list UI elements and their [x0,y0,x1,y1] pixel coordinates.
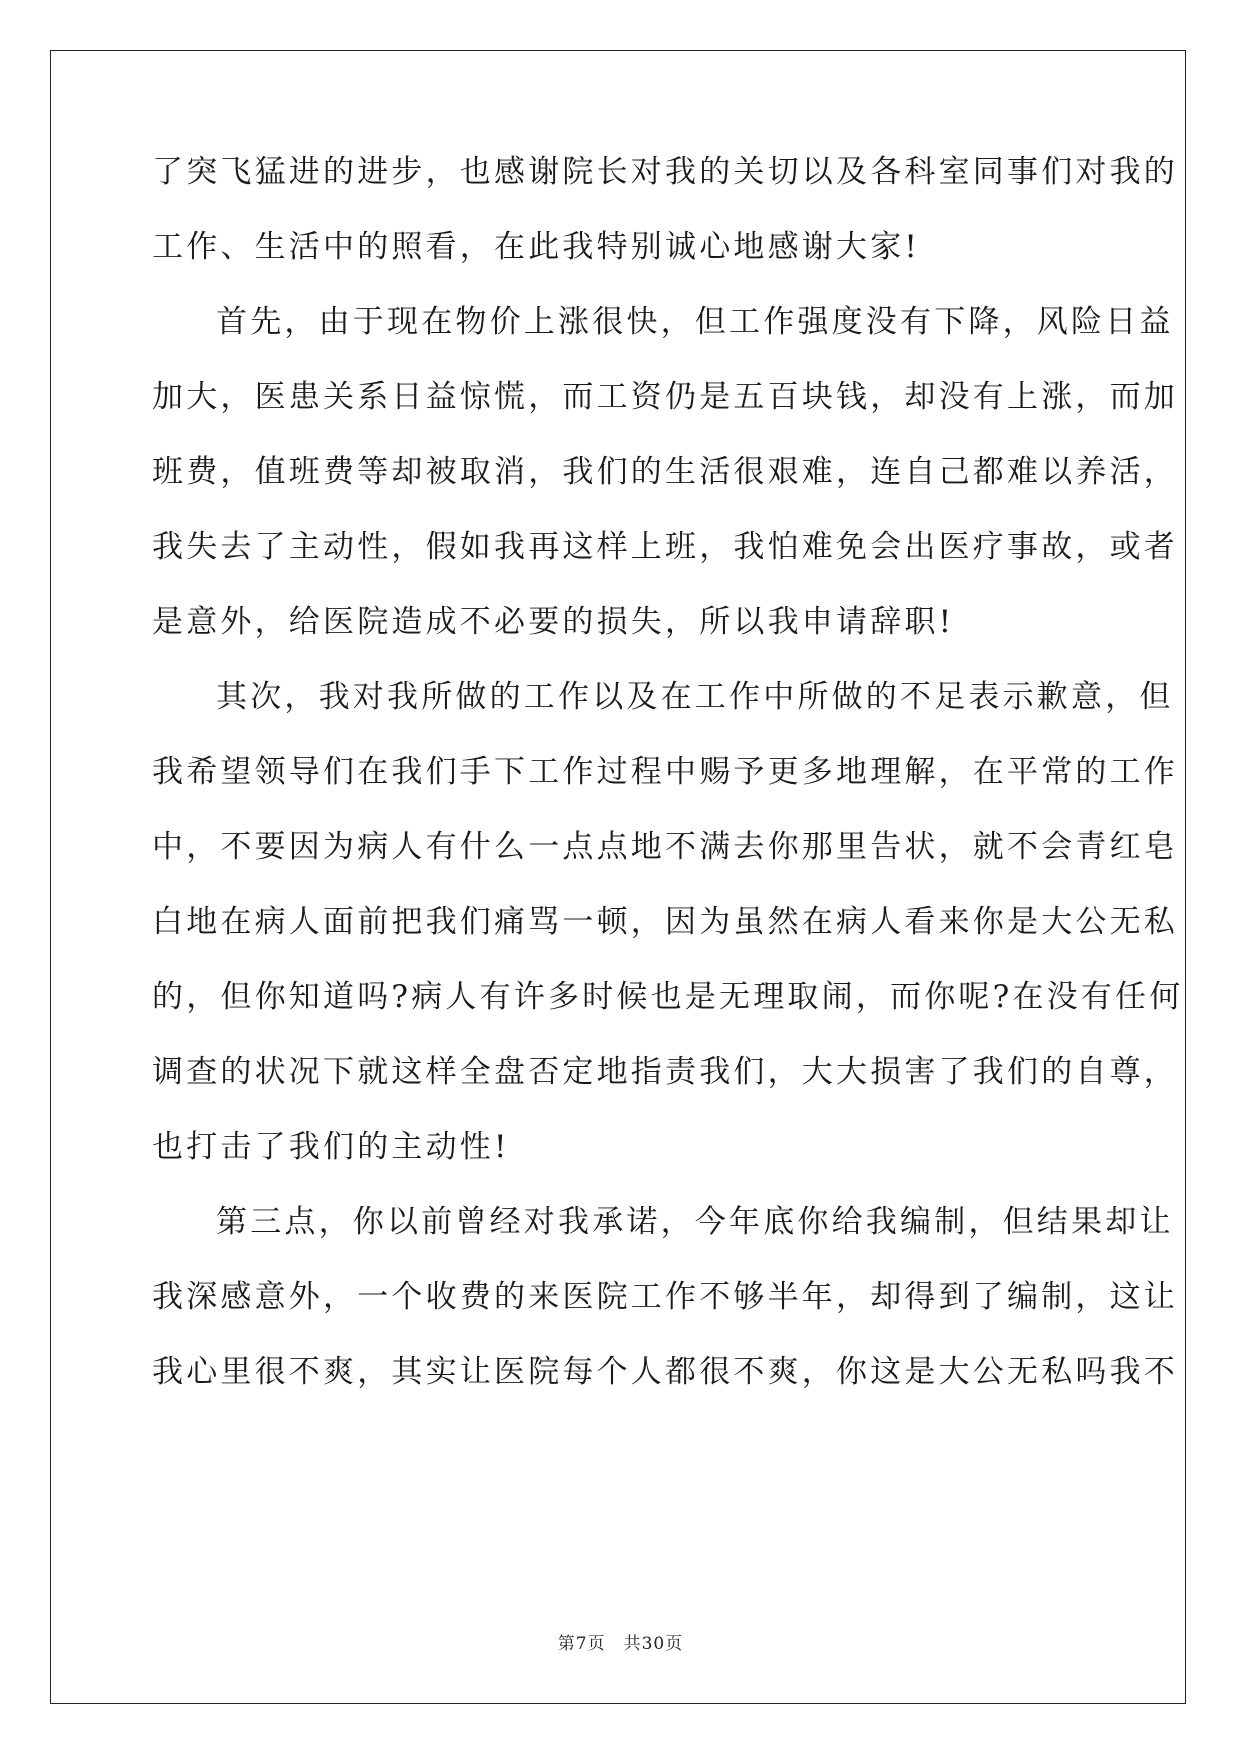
paragraph-start-line: 第三点，你以前曾经对我承诺，今年底你给我编制，但结果却让 [216,1204,1174,1240]
text-line: 调查的状况下就这样全盘否定地指责我们，大大损害了我们的自尊， [152,1054,1178,1090]
page-border [50,50,1186,1704]
text-line: 加大，医患关系日益惊慌，而工资仍是五百块钱，却没有上涨，而加 [152,379,1178,415]
text-line: 班费，值班费等却被取消，我们的生活很艰难，连自己都难以养活， [152,454,1178,490]
text-line: 我希望领导们在我们手下工作过程中赐予更多地理解，在平常的工作 [152,754,1178,790]
text-line: 白地在病人面前把我们痛骂一顿，因为虽然在病人看来你是大公无私 [152,904,1178,940]
text-line: 我失去了主动性，假如我再这样上班，我怕难免会出医疗事故，或者 [152,529,1178,565]
page-number-footer: 第7页 共30页 [557,1634,684,1654]
paragraph-start-line: 其次，我对我所做的工作以及在工作中所做的不足表示歉意，但 [216,679,1174,715]
text-line: 我深感意外，一个收费的来医院工作不够半年，却得到了编制，这让 [152,1279,1178,1315]
text-line: 中，不要因为病人有什么一点点地不满去你那里告状，就不会青红皂 [152,829,1178,865]
text-line: 了突飞猛进的进步，也感谢院长对我的关切以及各科室同事们对我的 [152,154,1178,190]
text-line: 的，但你知道吗?病人有许多时候也是无理取闹，而你呢?在没有任何 [152,979,1184,1015]
paragraph-start-line: 首先，由于现在物价上涨很快，但工作强度没有下降，风险日益 [216,304,1174,340]
text-line: 也打击了我们的主动性! [152,1129,510,1165]
text-line: 工作、生活中的照看，在此我特别诚心地感谢大家! [152,229,921,265]
text-line: 我心里很不爽，其实让医院每个人都很不爽，你这是大公无私吗我不 [152,1354,1178,1390]
text-line: 是意外，给医院造成不必要的损失，所以我申请辞职! [152,604,955,640]
